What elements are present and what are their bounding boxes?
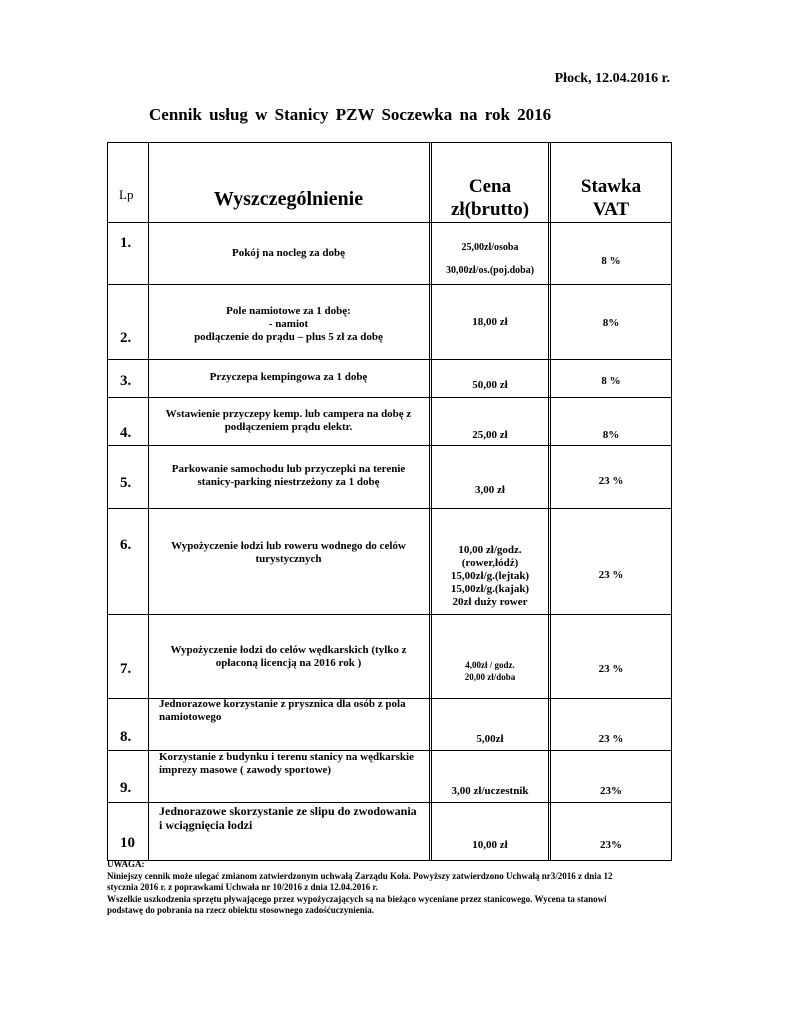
row-5-description: Parkowanie samochodu lub przyczepki na terenie stanicy-parking niestrzeżony za 1 dobę	[171, 463, 406, 488]
row-1-description: Pokój na nocleg za dobę	[231, 247, 346, 259]
row-10-price: 10,00 zł	[472, 839, 508, 851]
column-header-price: Cena zł(brutto)	[450, 176, 530, 220]
row-7-price: 4,00zł / godz. 20,00 zł/doba	[464, 660, 516, 682]
row-4-lp: 4.	[120, 425, 132, 441]
row-9-price: 3,00 zł/uczestnik	[451, 785, 529, 797]
row-9-vat: 23%	[600, 785, 622, 797]
row-3-lp: 3.	[120, 373, 132, 389]
row-5-lp: 5.	[120, 475, 132, 491]
row-8-lp: 8.	[120, 729, 132, 745]
row-9-description: Korzystanie z budynku i terenu stanicy na wędkarskie imprezy masowe ( zawody sportowe)	[159, 751, 414, 776]
row-2-vat: 8%	[602, 317, 620, 329]
row-3-price: 50,00 zł	[472, 379, 508, 391]
column-header-vat: Stawka VAT	[580, 176, 642, 220]
row-5-vat: 23 %	[598, 475, 624, 487]
document-title: Cennik usług w Stanicy PZW Soczewka na rok 2016	[149, 105, 552, 124]
column-header-description: Wyszczególnienie	[213, 188, 364, 210]
row-6-vat: 23 %	[598, 569, 624, 581]
price-table	[107, 142, 672, 860]
row-3-vat: 8 %	[601, 375, 621, 387]
row-7-lp: 7.	[120, 661, 132, 677]
notes-section	[107, 859, 677, 917]
row-2-lp: 2.	[120, 330, 132, 346]
row-5-price: 3,00 zł	[475, 484, 505, 496]
row-4-description: Wstawienie przyczepy kemp. lub campera na dobę z podłączeniem prądu elektr.	[165, 408, 412, 433]
document-date: Płock, 12.04.2016 r.	[554, 71, 670, 86]
row-4-price: 25,00 zł	[472, 429, 508, 441]
row-6-price: 10,00 zł/godz. (rower,łódź) 15,00zł/g.(lejtak) 15,00zł/g.(kajak) 20zł duży rower	[450, 544, 530, 608]
row-1-vat: 8 %	[601, 255, 621, 267]
row-7-vat: 23 %	[598, 663, 624, 675]
row-10-vat: 23%	[600, 839, 622, 851]
row-9-lp: 9.	[120, 780, 132, 796]
notes-line: Wszelkie uszkodzenia sprzętu pływającego przez wypożyczających są na bieżąco wyceniane przez stanicowego. Wycena ta stanowi	[107, 893, 607, 904]
row-7-description: Wypożyczenie łodzi do celów wędkarskich (tylko z opłaconą licencją na 2016 rok )	[170, 644, 407, 669]
row-6-description: Wypożyczenie łodzi lub roweru wodnego do celów turystycznych	[171, 540, 406, 565]
row-8-description: Jednorazowe korzystanie z prysznica dla osób z pola namiotowego	[159, 698, 406, 723]
row-2-description: Pole namiotowe za 1 dobę: - namiot podłączenie do prądu – plus 5 zł za dobę	[194, 305, 383, 343]
notes-line: Niniejszy cennik może ulegać zmianom zatwierdzonym uchwałą Zarządu Koła. Powyższy zatwierdzono Uchwałą nr3/2016 z dnia 12	[107, 870, 613, 881]
row-10-lp: 10	[120, 835, 135, 851]
notes-line: podstawę do pobrania na rzecz obiektu stosownego zadośćuczynienia.	[107, 905, 375, 915]
row-10-description: Jednorazowe skorzystanie ze slipu do zwodowania i wciągnięcia łodzi	[159, 804, 417, 832]
column-header-lp: Lp	[119, 187, 134, 202]
row-8-vat: 23 %	[598, 733, 624, 745]
row-1-lp: 1.	[120, 235, 132, 251]
row-4-vat: 8%	[602, 429, 620, 441]
notes-line: stycznia 2016 r. z poprawkami Uchwała nr 10/2016 z dnia 12.04.2016 r.	[107, 882, 378, 892]
row-8-price: 5,00zł	[476, 733, 504, 745]
row-6-lp: 6.	[120, 537, 132, 553]
row-1-price: 25,00zł/osoba 30,00zł/os.(poj.doba)	[445, 242, 535, 276]
notes-heading: UWAGA:	[107, 859, 145, 869]
row-2-price: 18,00 zł	[472, 316, 508, 328]
row-3-description: Przyczepa kempingowa za 1 dobę	[209, 371, 368, 383]
